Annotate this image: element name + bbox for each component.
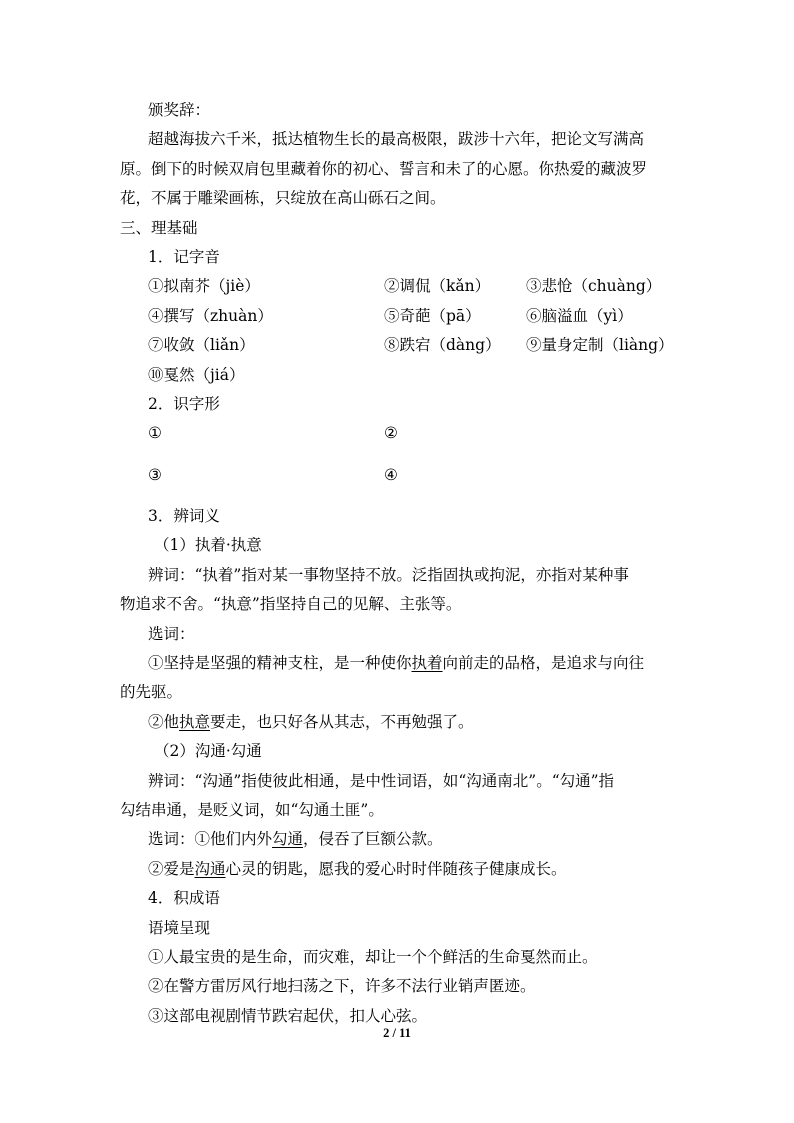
idioms-title: 4．积成语 — [148, 889, 220, 908]
underlined-word: 执着 — [411, 654, 443, 673]
pair2-heading: （2）沟通·勾通 — [154, 742, 262, 761]
forms-blank: ③ — [148, 465, 162, 484]
forms-blank: ② — [384, 424, 398, 443]
pair2-sentence-2: ②爱是沟通心灵的钥匙，愿我的爱心时时伴随孩子健康成长。 — [148, 859, 567, 878]
pronunciation-row — [120, 331, 676, 360]
pronunciation-item: ②调侃（kǎn） — [384, 277, 491, 296]
pair1-explain-1: 辨词：“执着”指对某一事物坚持不放。泛指固执或拘泥，亦指对某种事 — [148, 565, 629, 584]
underlined-word: 勾通 — [272, 830, 304, 849]
pronunciation-row — [120, 361, 676, 390]
award-line-2: 原。倒下的时候双肩包里藏着你的初心、誓言和未了的心愿。你热爱的藏波罗 — [120, 159, 648, 178]
words-title: 3．辨词义 — [148, 507, 220, 526]
underlined-word: 沟通 — [194, 859, 226, 878]
forms-blank: ① — [148, 424, 162, 443]
forms-row — [120, 419, 676, 448]
pronunciation-item: ⑩戛然（jiá） — [148, 365, 245, 384]
pronunciation-item: ④撰写（zhuàn） — [148, 306, 273, 325]
pair2-sentence-1: 选词：①他们内外勾通，侵吞了巨额公款。 — [148, 830, 443, 849]
underlined-word: 执意 — [179, 712, 211, 731]
pronunciation-row — [120, 272, 676, 301]
forms-title: 2．识字形 — [148, 394, 220, 413]
document-page — [120, 96, 676, 1031]
forms-blank: ④ — [384, 465, 398, 484]
award-heading: 颁奖辞： — [148, 101, 211, 119]
idiom-sentence: ③这部电视剧情节跌宕起伏，扣人心弦。 — [148, 1006, 428, 1025]
pronunciation-item: ③悲怆（chuàng） — [526, 277, 662, 296]
award-line-3: 花，不属于雕梁画栋，只绽放在高山砾石之间。 — [120, 189, 446, 208]
pronunciation-item: ⑨量身定制（liàng） — [526, 336, 674, 355]
idiom-sentence: ②在警方雷厉风行地扫荡之下，许多不法行业销声匿迹。 — [148, 977, 536, 996]
award-line-1: 超越海拔六千米，抵达植物生长的最高极限，跋涉十六年，把论文写满高 — [148, 130, 645, 149]
pair1-sentence-1-cont: 的先驱。 — [120, 683, 183, 702]
page-number: 2 / 11 — [383, 1026, 411, 1040]
pronunciation-item: ⑦收敛（liǎn） — [148, 336, 255, 355]
forms-row — [120, 461, 676, 490]
idiom-sentence: ①人最宝贵的是生命，而灾难，却让一个个鲜活的生命戛然而止。 — [148, 947, 598, 966]
pair1-choose-label: 选词： — [148, 624, 195, 643]
pronunciation-item: ①拟南芥（jiè） — [148, 277, 260, 296]
pair1-explain-2: 物追求不舍。“执意”指坚持自己的见解、主张等。 — [120, 595, 462, 614]
pronunciation-item: ⑧跌宕（dàng） — [384, 336, 501, 355]
pair1-sentence-2: ②他执意要走，也只好各从其志，不再勉强了。 — [148, 712, 474, 731]
pair2-explain-2: 勾结串通，是贬义词，如“勾通土匪”。 — [120, 800, 384, 819]
section-title: 三、理基础 — [120, 218, 198, 237]
pair1-heading: （1）执着·执意 — [154, 536, 262, 555]
pronunciation-item: ⑥脑溢血（yì） — [526, 306, 633, 325]
pair1-sentence-1: ①坚持是坚强的精神支柱，是一种使你执着向前走的品格，是追求与向往 — [148, 654, 645, 673]
idioms-context-label: 语境呈现 — [148, 918, 211, 937]
pronunciation-item: ⑤奇葩（pā） — [384, 306, 481, 325]
pronunciation-title: 1．记字音 — [148, 247, 220, 266]
pair2-explain-1: 辨词：“沟通”指使彼此相通，是中性词语，如“沟通南北”。“勾通”指 — [148, 771, 615, 790]
pronunciation-row — [120, 302, 676, 331]
